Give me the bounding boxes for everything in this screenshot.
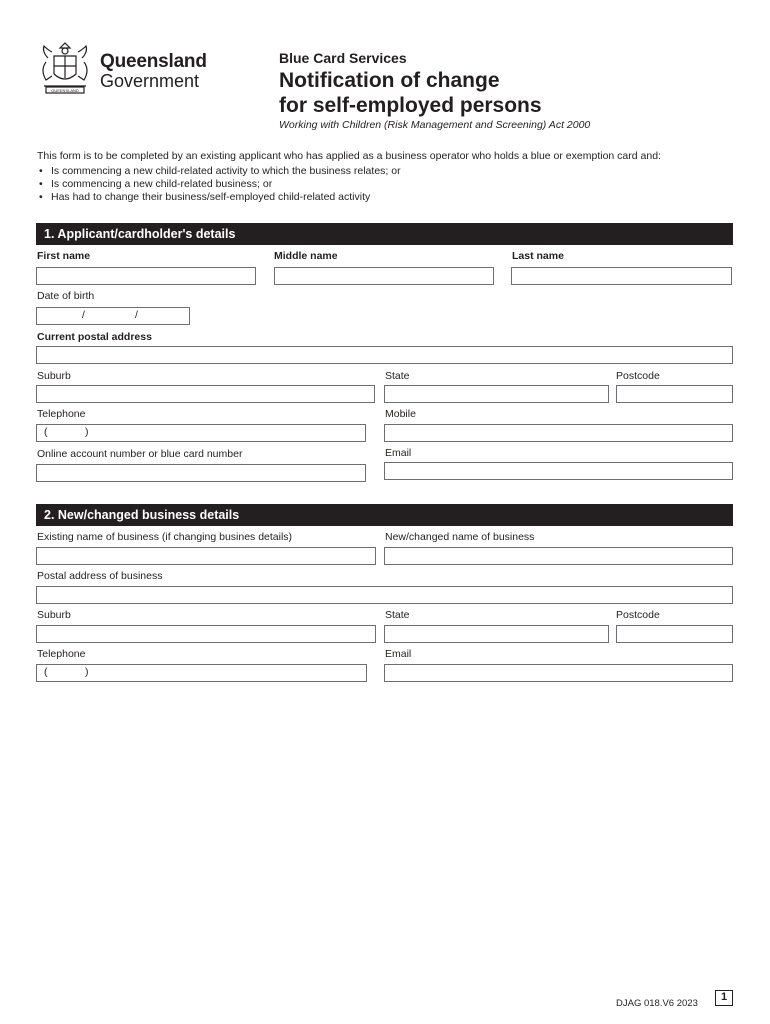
middle-name-label: Middle name: [274, 250, 338, 262]
suburb-field[interactable]: [36, 385, 375, 403]
first-name-field[interactable]: [36, 267, 256, 285]
business-state-input[interactable]: [385, 628, 608, 644]
area-code-close-paren: ): [85, 426, 89, 438]
list-item: • Is commencing a new child-related business; or: [37, 178, 401, 191]
logo-line-queensland: Queensland: [100, 51, 207, 72]
telephone-field[interactable]: [36, 424, 366, 442]
state-field[interactable]: [384, 385, 609, 403]
business-state-field[interactable]: [384, 625, 609, 643]
form-title: [279, 68, 679, 118]
dob-separator: /: [82, 309, 85, 321]
act-reference: Working with Children (Risk Management and Screening) Act 2000: [279, 119, 591, 131]
state-input[interactable]: [385, 388, 608, 404]
last-name-input[interactable]: [512, 270, 731, 286]
online-account-label: Online account number or blue card number: [37, 448, 243, 460]
area-code-open-paren: (: [44, 666, 48, 678]
form-code: DJAG 018.V6 2023: [616, 998, 698, 1009]
last-name-label: Last name: [512, 250, 564, 262]
last-name-field[interactable]: [511, 267, 732, 285]
form-title-line-2: for self-employed persons: [279, 94, 542, 117]
new-business-name-input[interactable]: [385, 550, 732, 566]
first-name-label: First name: [37, 250, 91, 262]
crest-motto: QUEENSLAND: [51, 88, 79, 93]
business-postal-address-input[interactable]: [37, 589, 732, 605]
mobile-input[interactable]: [385, 427, 732, 443]
existing-business-name-label: Existing name of business (if changing busines details): [37, 531, 293, 543]
telephone-label: Telephone: [37, 408, 86, 420]
date-of-birth-label: Date of birth: [37, 290, 95, 302]
business-email-input[interactable]: [385, 667, 732, 683]
business-suburb-input[interactable]: [37, 628, 375, 644]
postcode-input[interactable]: [617, 388, 732, 404]
area-code-close-paren: ): [85, 666, 89, 678]
logo-line-government: Government: [100, 71, 200, 91]
section-1-heading: 1. Applicant/cardholder's details: [36, 223, 733, 245]
business-postcode-field[interactable]: [616, 625, 733, 643]
list-item: • Is commencing a new child-related activity to which the business relates; or: [37, 165, 401, 178]
business-postal-address-field[interactable]: [36, 586, 733, 604]
list-item: • Has had to change their business/self-employed child-related activity: [37, 191, 401, 204]
mobile-label: Mobile: [385, 408, 416, 420]
business-postcode-input[interactable]: [617, 628, 732, 644]
queensland-crest-icon: [36, 40, 94, 98]
online-account-input[interactable]: [37, 467, 365, 483]
postal-address-field[interactable]: [36, 346, 733, 364]
queensland-government-logo: [36, 40, 216, 98]
page-number: 1: [715, 990, 733, 1006]
middle-name-field[interactable]: [274, 267, 494, 285]
dob-separator: /: [135, 309, 138, 321]
email-label: Email: [385, 447, 412, 459]
business-suburb-label: Suburb: [37, 609, 71, 621]
business-telephone-field[interactable]: [36, 664, 367, 682]
postcode-label: Postcode: [616, 370, 660, 382]
new-business-name-field[interactable]: [384, 547, 733, 565]
business-postal-address-label: Postal address of business: [37, 570, 163, 582]
mobile-field[interactable]: [384, 424, 733, 442]
email-field[interactable]: [384, 462, 733, 480]
business-telephone-label: Telephone: [37, 648, 86, 660]
middle-name-input[interactable]: [275, 270, 493, 286]
state-label: State: [385, 370, 410, 382]
existing-business-name-input[interactable]: [37, 550, 375, 566]
date-of-birth-field[interactable]: [36, 307, 190, 325]
form-title-line-1: Notification of change: [279, 69, 500, 92]
suburb-input[interactable]: [37, 388, 374, 404]
business-suburb-field[interactable]: [36, 625, 376, 643]
intro-bullet-list: [37, 165, 401, 204]
new-business-name-label: New/changed name of business: [385, 531, 535, 543]
intro-text: This form is to be completed by an existing applicant who has applied as a business operator who holds a blue or exemption card and:: [37, 150, 661, 162]
postal-address-label: Current postal address: [37, 331, 152, 343]
business-postcode-label: Postcode: [616, 609, 660, 621]
email-input[interactable]: [385, 465, 732, 481]
first-name-input[interactable]: [37, 270, 255, 286]
section-2-heading: 2. New/changed business details: [36, 504, 733, 526]
business-email-label: Email: [385, 648, 412, 660]
business-email-field[interactable]: [384, 664, 733, 682]
business-state-label: State: [385, 609, 410, 621]
area-code-open-paren: (: [44, 426, 48, 438]
postal-address-input[interactable]: [37, 349, 732, 365]
online-account-field[interactable]: [36, 464, 366, 482]
service-name: Blue Card Services: [279, 50, 407, 66]
postcode-field[interactable]: [616, 385, 733, 403]
existing-business-name-field[interactable]: [36, 547, 376, 565]
suburb-label: Suburb: [37, 370, 71, 382]
